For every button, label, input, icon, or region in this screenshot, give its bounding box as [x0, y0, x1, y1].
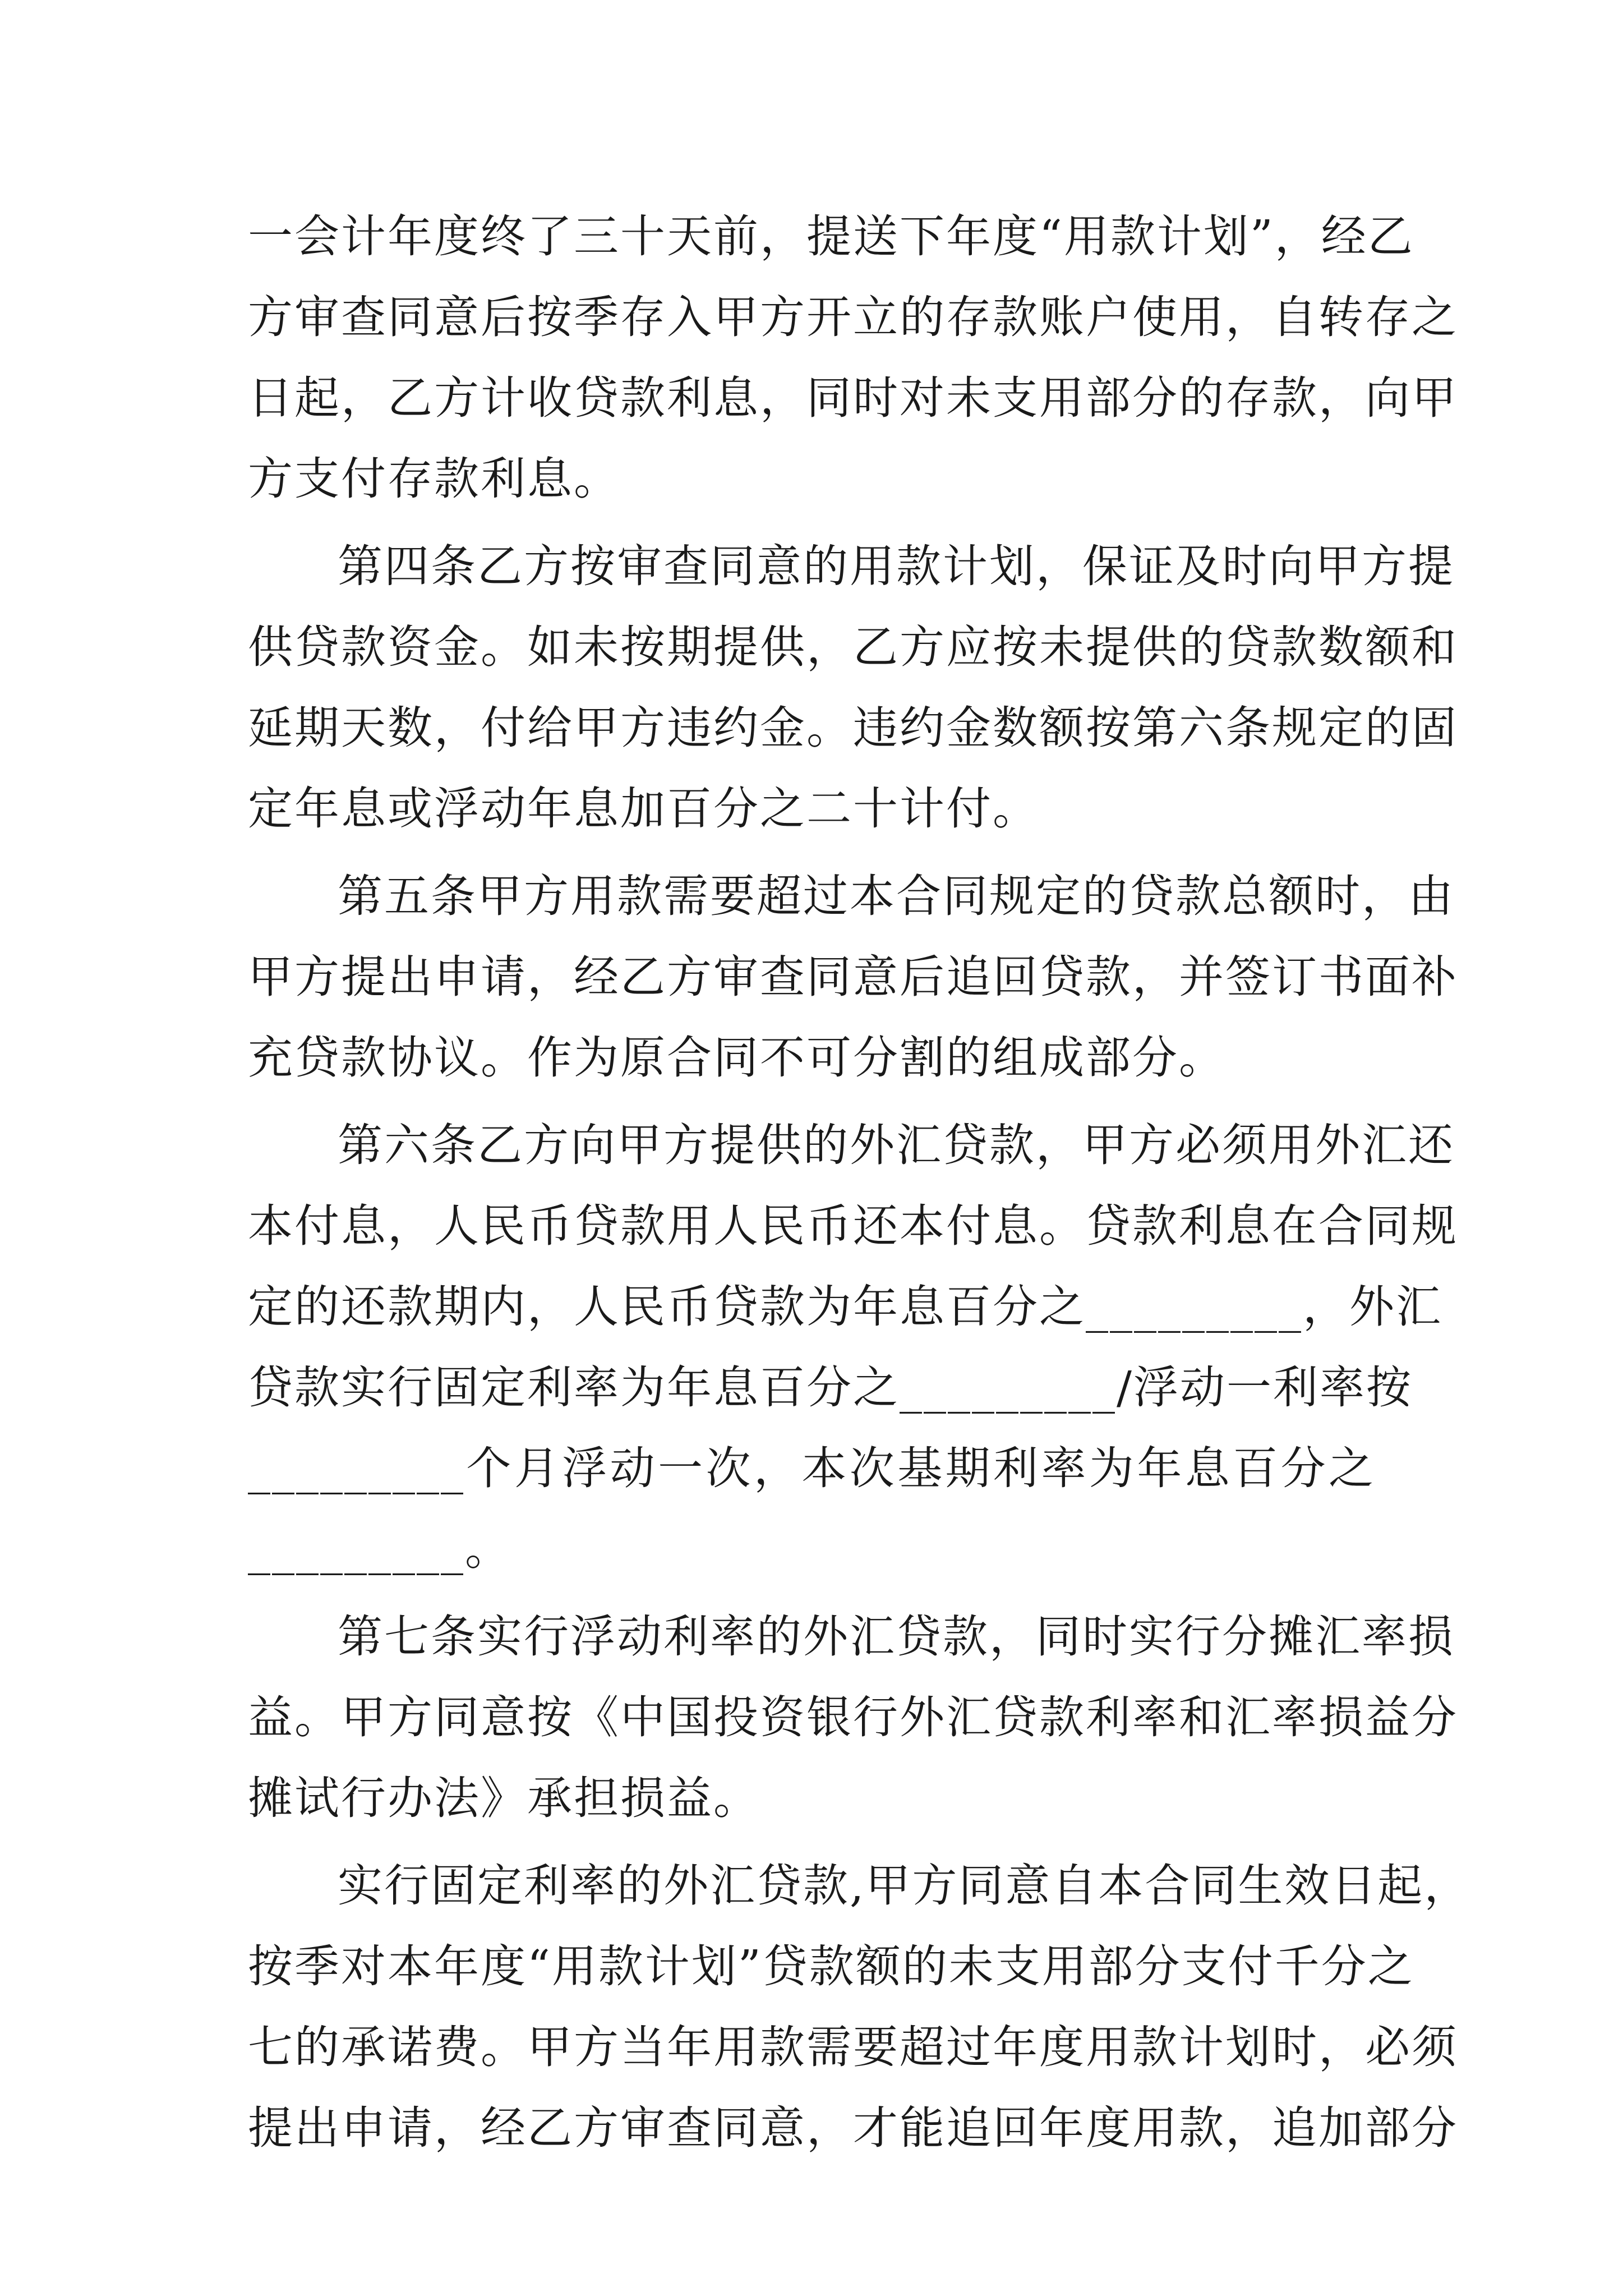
paragraph-line: 定年息或浮动年息加百分之二十计付。 — [248, 783, 1039, 835]
paragraph-line: 摊试行办法》承担损益。 — [248, 1772, 760, 1824]
paragraph-line: 一会计年度终了三十天前，提送下年度“用款计划”，经乙 — [248, 210, 1414, 263]
paragraph-line: 定的还款期内，人民币贷款为年息百分之_________，外汇 — [248, 1281, 1442, 1333]
paragraph-first-line: 实行固定利率的外汇贷款,甲方同意自本合同生效日起， — [338, 1860, 1471, 1912]
paragraph-line: 方审查同意后按季存入甲方开立的存款账户使用，自转存之 — [248, 291, 1458, 343]
paragraph-line: 甲方提出申请，经乙方审查同意后追回贷款，并签订书面补 — [248, 951, 1458, 1003]
paragraph-line: 按季对本年度“用款计划”贷款额的未支用部分支付千分之 — [248, 1940, 1414, 1993]
paragraph-line: 充贷款协议。作为原合同不可分割的组成部分。 — [248, 1032, 1225, 1084]
paragraph-gap — [248, 1098, 1375, 1105]
paragraph-line: 贷款实行固定利率为年息百分之_________/浮动一利率按 — [248, 1361, 1413, 1414]
paragraph-gap — [248, 519, 1375, 526]
paragraph-line: _________。 — [248, 1523, 511, 1575]
paragraph-line: 七的承诺费。甲方当年用款需要超过年度用款计划时，必须 — [248, 2021, 1458, 2073]
paragraph-line: 提出申请，经乙方审查同意，才能追回年度用款，追加部分 — [248, 2102, 1458, 2154]
paragraph-line: _________个月浮动一次，本次基期利率为年息百分之 — [248, 1442, 1375, 1494]
contract-text — [248, 196, 1471, 2169]
paragraph-line: 供贷款资金。如未按期提供，乙方应按未提供的贷款数额和 — [248, 621, 1458, 673]
paragraph-first-line: 第五条甲方用款需要超过本合同规定的贷款总额时，由 — [338, 870, 1455, 922]
paragraph-gap — [248, 1839, 1375, 1846]
paragraph-line: 益。甲方同意按《中国投资银行外汇贷款利率和汇率损益分 — [248, 1691, 1458, 1743]
paragraph-line: 日起，乙方计收贷款利息，同时对未支用部分的存款，向甲 — [248, 372, 1458, 424]
paragraph-first-line: 第四条乙方按审查同意的用款计划，保证及时向甲方提 — [338, 540, 1455, 592]
paragraph-first-line: 第七条实行浮动利率的外汇贷款，同时实行分摊汇率损 — [338, 1611, 1455, 1663]
paragraph-gap — [248, 1590, 1375, 1596]
paragraph-line: 方支付存款利息。 — [248, 453, 620, 505]
paragraph-gap — [248, 849, 1375, 856]
paragraph-line: 本付息，人民币贷款用人民币还本付息。贷款利息在合同规 — [248, 1200, 1458, 1252]
paragraph-line: 延期天数，付给甲方违约金。违约金数额按第六条规定的固 — [248, 702, 1458, 754]
paragraph-first-line: 第六条乙方向甲方提供的外汇贷款，甲方必须用外汇还 — [338, 1119, 1455, 1171]
